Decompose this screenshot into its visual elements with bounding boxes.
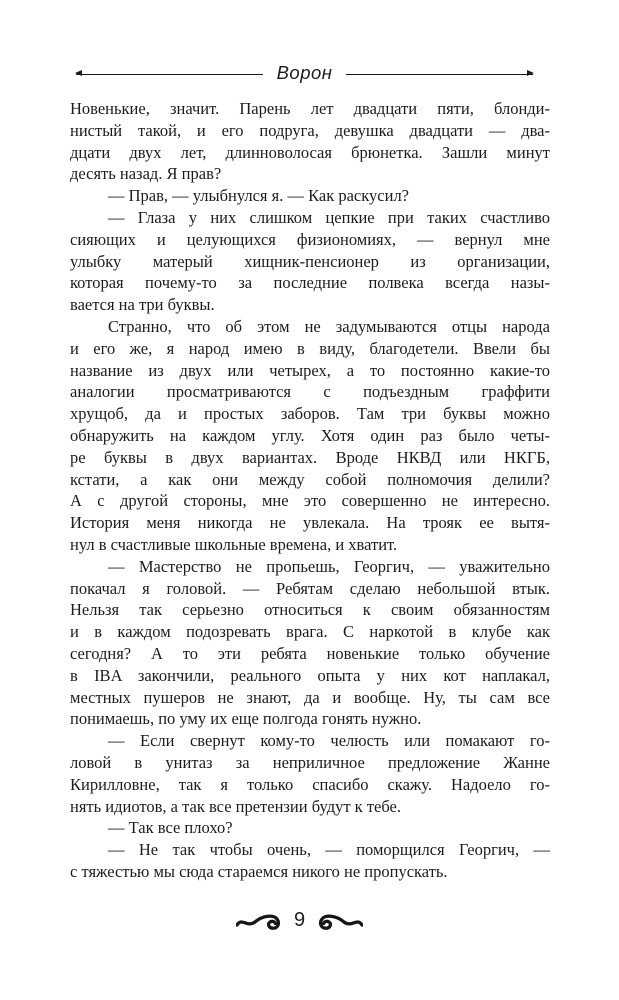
header-rule-left (76, 74, 263, 75)
running-title: Ворон (276, 62, 333, 83)
text-line: нистый такой, и его подруга, девушка двадцати — два- (70, 120, 550, 140)
text-line: — Не так чтобы очень, — поморщился Георгич, — (108, 840, 550, 860)
text-line: — Если свернут кому-то челюсть или помакают го- (108, 731, 550, 751)
text-line: — Прав, — улыбнулся я. — Как раскусил? (108, 186, 410, 206)
text-line: обнаружить на каждом углу. Хотя один раз было четы- (70, 425, 550, 445)
text-line: сияющих и целующихся физиономиях, — вернул мне (70, 229, 550, 249)
text-line: кстати, а как они между собой полномочия делили? (70, 469, 550, 489)
paragraph (70, 817, 550, 839)
text-line: нять идиотов, а так все претензии будут к тебе. (70, 796, 401, 816)
swirl-flourish-left-icon (236, 913, 282, 931)
text-line: в IBA закончили, реального опыта у них кот наплакал, (70, 665, 550, 685)
text-line: покачал я головой. — Ребятам сделаю небольшой втык. (70, 578, 550, 598)
page-text (70, 98, 550, 883)
text-line: и его же, я народ имею в виду, благодетели. Ввели бы (70, 338, 550, 358)
paragraph (70, 207, 550, 316)
header-rule-right (346, 74, 533, 75)
text-line: нул в счастливые школьные времена, и хватит. (70, 534, 398, 554)
text-line: Кирилловне, так я только спасибо скажу. Надоело го- (70, 774, 550, 794)
paragraph (70, 839, 550, 883)
text-line: ре буквы в двух вариантах. Вроде НКВД или НКГБ, (70, 447, 550, 467)
text-line: понимаешь, по уму их еще полгода гонять нужно. (70, 709, 422, 729)
paragraph (70, 556, 550, 730)
paragraph (70, 185, 550, 207)
text-line: местных пушеров не знают, да и вообще. Ну, ты сам все (70, 687, 550, 707)
text-line: ловой в унитаз за неприличное предложение Жанне (70, 752, 550, 772)
paragraph (70, 316, 550, 556)
page-header (76, 63, 533, 85)
text-line: История меня никогда не увлекала. На трояк ее вытя- (70, 513, 550, 533)
text-line: улыбку матерый хищник-пенсионер из организации, (70, 251, 550, 271)
page-number: 9 (293, 909, 306, 931)
text-line: с тяжестью мы сюда стараемся никого не пропускать. (70, 861, 448, 881)
text-line: — Так все плохо? (108, 818, 233, 838)
text-line: и в каждом подозревать врага. С наркотой в клубе как (70, 622, 550, 642)
swirl-flourish-right-icon (317, 913, 363, 931)
paragraph (70, 98, 550, 185)
text-line: аналогии просматриваются с подъездным граффити (70, 382, 550, 402)
text-line: вается на три буквы. (70, 295, 215, 315)
text-line: — Мастерство не пропьешь, Георгич, — уважительно (108, 556, 550, 576)
paragraph (70, 730, 550, 817)
text-line: дцати двух лет, длинноволосая брюнетка. Зашли минут (70, 142, 550, 162)
text-line: Новенькие, значит. Парень лет двадцати пяти, блонди- (70, 99, 550, 118)
text-line: А с другой стороны, мне это совершенно не интересно. (70, 491, 550, 511)
text-line: Нельзя так серьезно относиться к своим обязанностям (70, 600, 550, 620)
arrow-tip-left-icon (75, 70, 82, 76)
text-line: — Глаза у них слишком цепкие при таких счастливо (108, 207, 550, 227)
page-footer (0, 910, 599, 933)
text-line: хрущоб, да и простых заборов. Там три буквы можно (70, 404, 550, 424)
text-line: которая почему-то за последние полвека всегда назы- (70, 273, 550, 293)
arrow-tip-right-icon (527, 70, 534, 76)
text-line: Странно, что об этом не задумываются отцы народа (108, 316, 550, 336)
text-line: десять назад. Я прав? (70, 164, 222, 184)
text-line: сегодня? А то эти ребята новенькие только обучение (70, 643, 550, 663)
text-line: название из двух или четырех, а то постоянно какие-то (70, 360, 550, 380)
